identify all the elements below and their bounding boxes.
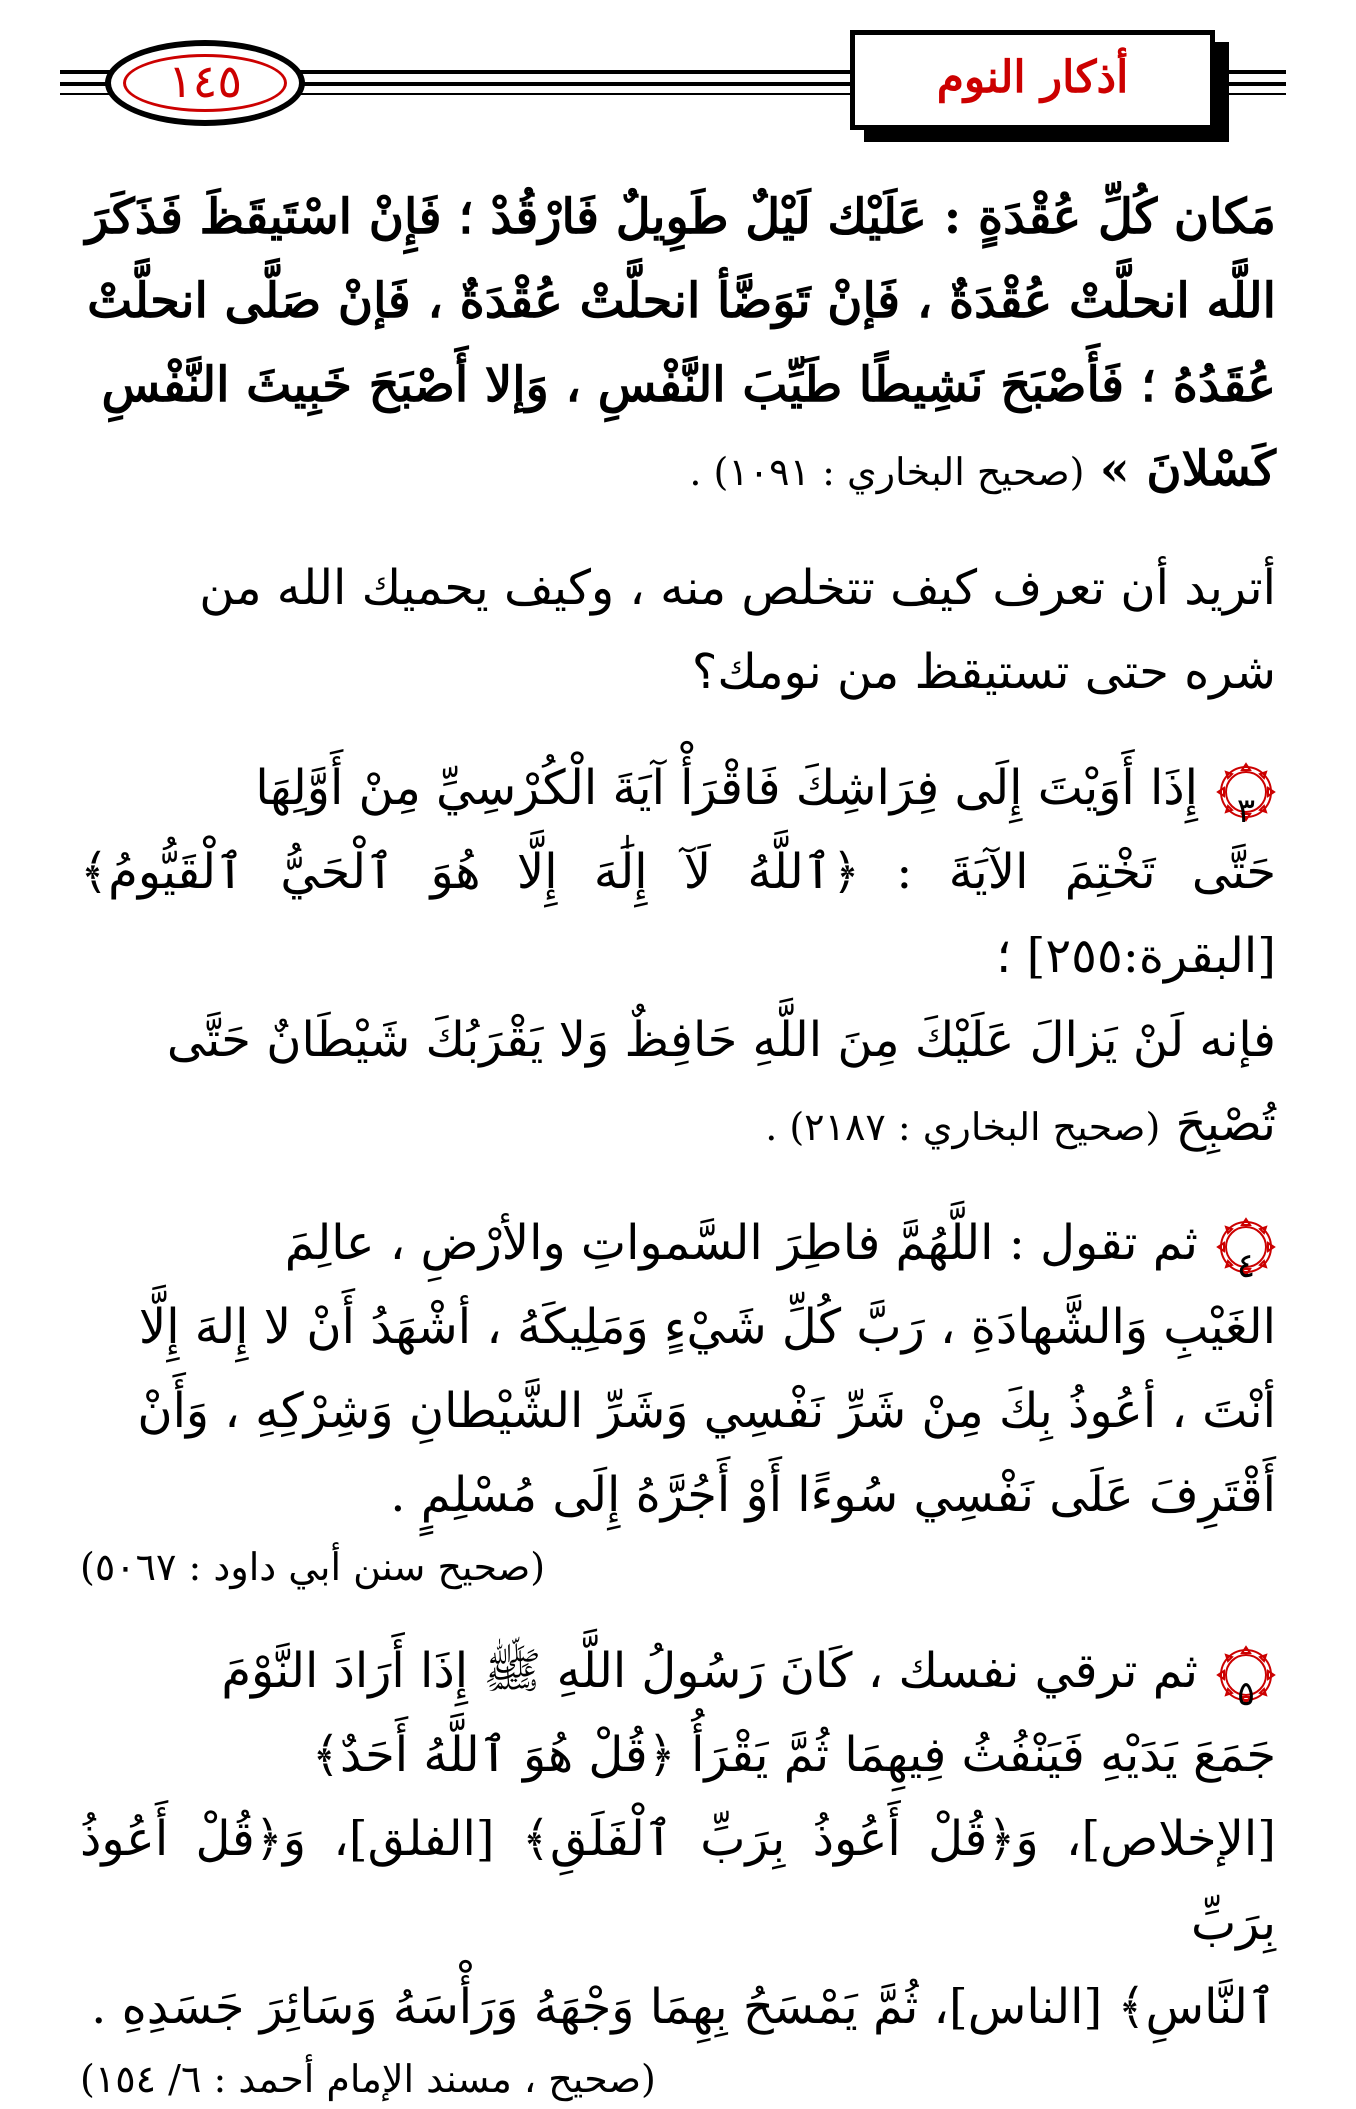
text-line: جَمَعَ يَدَيْهِ فَيَنْفُثُ فِيهِمَا ثُمَّ يَقْرَأُ ﴿قُلْ هُوَ ٱللَّهُ أَحَدٌ﴾ (311, 1727, 1276, 1783)
text-line: شره حتى تستيقظ من نومك؟ (691, 644, 1276, 700)
source-reference: (صحيح البخاري : ١٠٩١) . (689, 450, 1085, 494)
source-reference: (صحيح البخاري : ٢١٨٧) . (765, 1105, 1161, 1149)
item-number-badge (1216, 1217, 1276, 1286)
text-line: أَقْتَرِفَ عَلَى نَفْسِي سُوءًا أَوْ أَجُرَّهُ إِلَى مُسْلِمٍ . (390, 1467, 1276, 1523)
text-line: الغَيْبِ وَالشَّهادَةِ ، رَبَّ كُلِّ شَيْءٍ وَمَلِيكَهُ ، أشْهَدُ أَنْ لا إِلهَ إِلَّا (138, 1299, 1276, 1355)
text-line: أنْتَ ، أعُوذُ بِكَ مِنْ شَرِّ نَفْسِي وَشَرِّ الشَّيْطانِ وَشِرْكِهِ ، وَأَنْ (137, 1383, 1276, 1439)
item-number: ٣ (1236, 790, 1256, 831)
text-line: حَتَّى تَخْتِمَ الآيَةَ : ﴿ٱللَّهُ لَآ إِلَٰهَ إِلَّا هُوَ ٱلْحَيُّ ٱلْقَيُّومُ﴾[البقرة:٢٥٥] ؛ (80, 844, 1276, 984)
chapter-title: أذكار النوم (936, 52, 1129, 103)
text-line: ثم تقول : اللَّهُمَّ فاطِرَ السَّمواتِ والأرْضِ ، عالِمَ (284, 1215, 1198, 1271)
text-line: إِذَا أَوَيْتَ إِلَى فِرَاشِكَ فَاقْرَأْ آيَةَ الْكُرْسِيِّ مِنْ أَوَّلِهَا (255, 760, 1198, 816)
page-number: ١٤٥ (167, 54, 243, 108)
text-line: مَكان كُلِّ عُقْدَةٍ : عَلَيْك لَيْلٌ طَوِيلٌ فَارْقُدْ ؛ فَإِنْ اسْتَيقَظَ فَذَكَرَ (85, 189, 1276, 245)
text-line: اللَّه انحلَّتْ عُقْدَةٌ ، فَإنْ تَوَضَّأ انحلَّتْ عُقْدَةٌ ، فَإنْ صَلَّى انحلَّتْ (87, 273, 1276, 329)
item-number: ٥ (1236, 1673, 1256, 1714)
text-line: ثم ترقي نفسك ، كَانَ رَسُولُ اللَّهِ ﷺ إِذَا أَرَادَ النَّوْمَ (221, 1643, 1198, 1699)
source-reference: (صحيح ، مسند الإمام أحمد : ٦/ ١٥٤) (80, 2057, 656, 2101)
page-number-oval (105, 40, 305, 126)
page-content (80, 175, 1276, 2109)
hadith-block (80, 175, 1276, 514)
text-line: [الإخلاص]، وَ﴿قُلْ أَعُوذُ بِرَبِّ ٱلْفَلَقِ﴾ [الفلق]، وَ﴿قُلْ أَعُوذُ بِرَبِّ (80, 1811, 1276, 1951)
item-number-badge (1216, 762, 1276, 831)
chapter-title-box (850, 30, 1215, 130)
page-header (0, 0, 1356, 150)
text-line: تُصْبِحَ (1175, 1096, 1276, 1152)
text-line: فإنه لَنْ يَزالَ عَلَيْكَ مِنَ اللَّهِ حَافِظٌ وَلا يَقْرَبُكَ شَيْطَانٌ حَتَّى (166, 1012, 1276, 1068)
item-number: ٤ (1236, 1245, 1256, 1286)
dhikr-item-5 (80, 1629, 1276, 2109)
text-line: أتريد أن تعرف كيف تتخلص منه ، وكيف يحميك الله من (199, 560, 1276, 616)
dhikr-item-3 (80, 746, 1276, 1169)
text-line: كَسْلانَ » (1099, 441, 1276, 497)
intro-block (80, 546, 1276, 714)
source-reference: (صحيح سنن أبي داود : ٥٠٦٧) (80, 1545, 546, 1589)
item-number-badge (1216, 1645, 1276, 1714)
dhikr-item-4 (80, 1201, 1276, 1597)
text-line: ٱلنَّاسِ﴾ [الناس]، ثُمَّ يَمْسَحُ بِهِمَا وَجْهَهُ وَرَأْسَهُ وَسَائِرَ جَسَدِهِ . (91, 1979, 1276, 2035)
text-line: عُقَدُهُ ؛ فَأَصْبَحَ نَشِيطًا طَيِّبَ النَّفْسِ ، وَإلا أَصْبَحَ خَبِيثَ النَّفْسِ (101, 357, 1276, 413)
